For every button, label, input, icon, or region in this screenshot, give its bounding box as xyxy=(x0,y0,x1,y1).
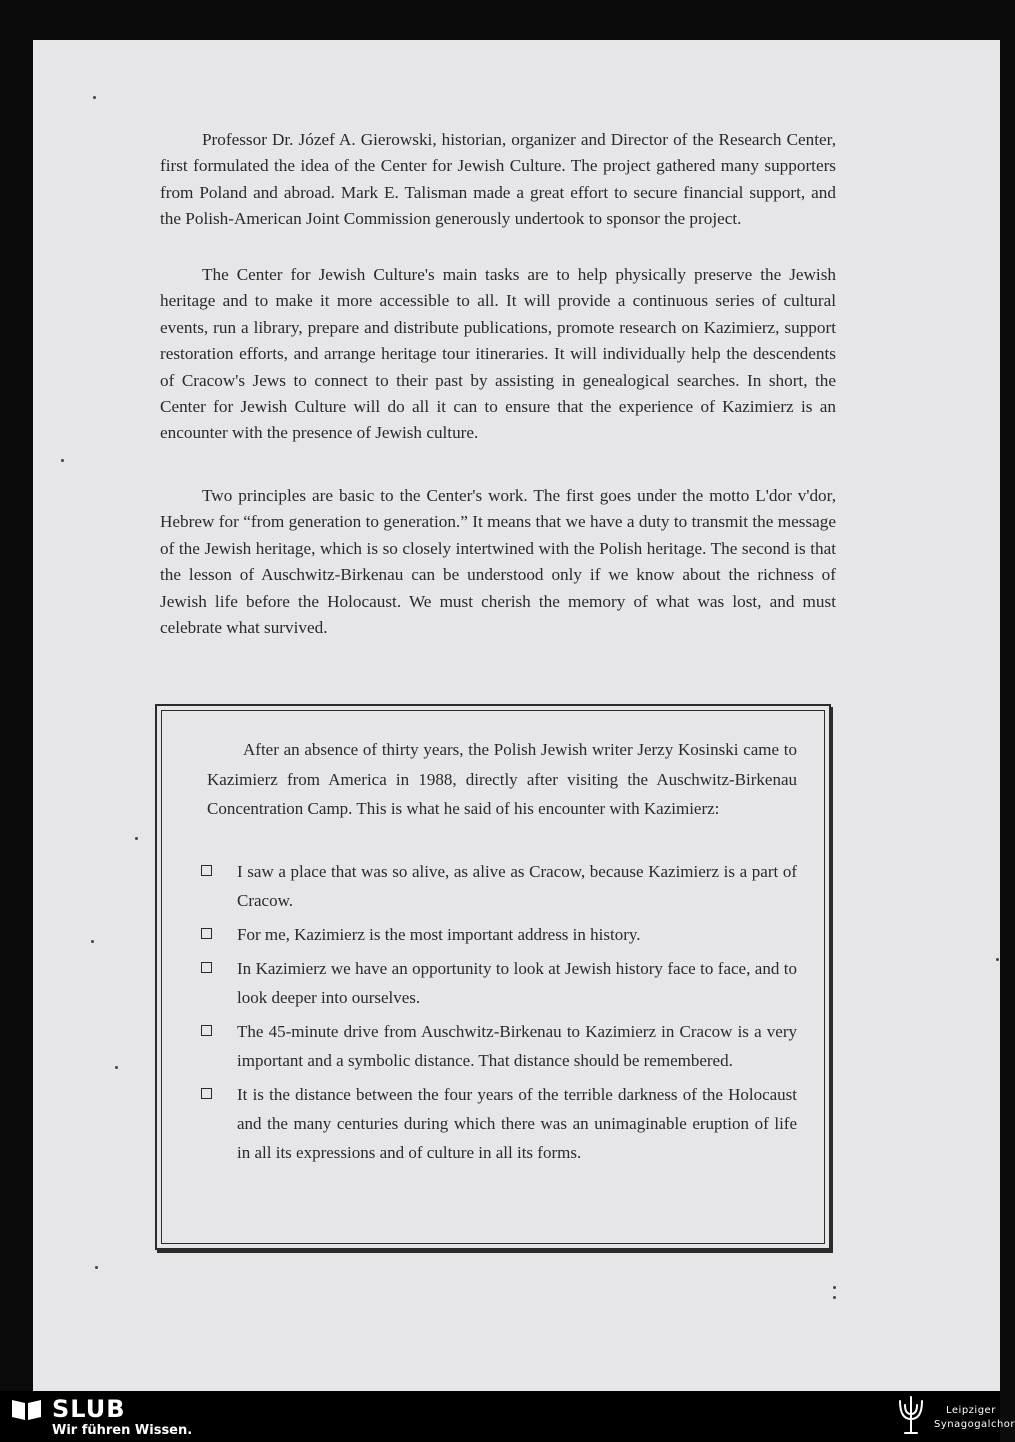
checkbox-bullet-icon xyxy=(201,1088,212,1099)
scan-speck xyxy=(996,958,999,961)
quote-bullet-item xyxy=(197,920,797,949)
quote-bullet-item xyxy=(197,1017,797,1075)
menorah-icon xyxy=(896,1393,926,1437)
quote-box xyxy=(155,704,831,1250)
partner-name-line-2: Synagogalchor xyxy=(934,1419,1015,1430)
quote-bullet-text: For me, Kazimierz is the most important address in history. xyxy=(237,925,641,944)
quote-bullet-text: It is the distance between the four years of the terrible darkness of the Holocaust and the many centuries during which there was an unimaginable eruption of life in all its expressions and of culture in all its forms. xyxy=(237,1085,797,1162)
scan-speck xyxy=(95,1266,98,1269)
paragraph-3: Two principles are basic to the Center's work. The first goes under the motto L'dor v'dor, Hebrew for “from generation to generation.” It means that we have a duty to transmit the message of the Jewish heritage, which is so closely intertwined with the Polish heritage. The second is that the lesson of Auschwitz-Birkenau can be understood only if we know about the richness of Jewish life before the Holocaust. We must cherish the memory of what was lost, and must celebrate what survived. xyxy=(160,486,836,638)
quote-bullet-list xyxy=(197,857,797,1172)
scan-speck xyxy=(115,1066,118,1069)
footer-bar xyxy=(0,1391,1015,1442)
checkbox-bullet-icon xyxy=(201,928,212,939)
checkbox-bullet-icon xyxy=(201,865,212,876)
quote-bullet-text: The 45-minute drive from Auschwitz-Birkenau to Kazimierz in Cracow is a very important and a symbolic distance. That distance should be remembered. xyxy=(237,1022,797,1070)
scan-speck xyxy=(93,96,96,99)
scan-speck xyxy=(833,1296,836,1299)
paragraph-1: Professor Dr. Józef A. Gierowski, historian, organizer and Director of the Research Center, first formulated the idea of the Center for Jewish Culture. The project gathered many supporters from Poland and abroad. Mark E. Talisman made a great effort to secure financial support, and the Polish-American Joint Commission generously undertook to sponsor the project. xyxy=(160,130,836,229)
scan-speck xyxy=(91,940,94,943)
paragraph-2: The Center for Jewish Culture's main tasks are to help physically preserve the Jewish heritage and to make it more accessible to all. It will provide a continuous series of cultural events, run a library, prepare and distribute publications, promote research on Kazimierz, support restoration efforts, and arrange heritage tour itineraries. It will individually help the descendents of Cracow's Jews to connect to their past by assisting in genealogical searches. In short, the Center for Jewish Culture will do all it can to ensure that the experience of Kazimierz is an encounter with the presence of Jewish culture. xyxy=(160,265,836,443)
quote-bullet-item xyxy=(197,857,797,915)
scan-speck xyxy=(61,459,64,462)
quote-bullet-item xyxy=(197,1080,797,1167)
quote-bullet-item xyxy=(197,954,797,1012)
partner-name-line-1: Leipziger xyxy=(946,1405,996,1416)
library-name: SLUB xyxy=(52,1395,126,1423)
quote-bullet-text: I saw a place that was so alive, as alive as Cracow, because Kazimierz is a part of Cracow. xyxy=(237,862,797,910)
quote-box-intro: After an absence of thirty years, the Polish Jewish writer Jerzy Kosinski came to Kazimierz from America in 1988, directly after visiting the Auschwitz-Birkenau Concentration Camp. This is what he said of his encounter with Kazimierz: xyxy=(207,740,797,818)
scan-speck xyxy=(135,837,138,840)
quote-bullet-text: In Kazimierz we have an opportunity to look at Jewish history face to face, and to look deeper into ourselves. xyxy=(237,959,797,1007)
scanned-page xyxy=(33,40,1000,1391)
library-tagline: Wir führen Wissen. xyxy=(52,1423,193,1438)
checkbox-bullet-icon xyxy=(201,1025,212,1036)
open-book-icon xyxy=(10,1397,44,1421)
checkbox-bullet-icon xyxy=(201,962,212,973)
quote-box-inner-border xyxy=(161,710,825,1244)
scan-speck xyxy=(833,1286,836,1289)
